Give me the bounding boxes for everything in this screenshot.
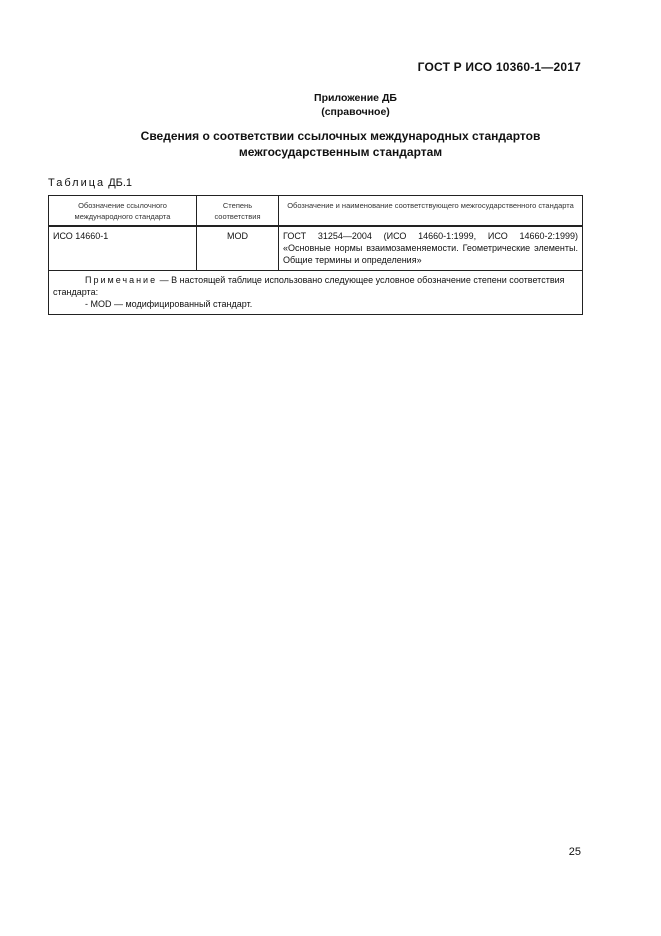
note-list-item: - MOD — модифицированный стандарт. [85,299,253,309]
cell-interstate-standard: ГОСТ 31254—2004 (ИСО 14660-1:1999, ИСО 14660-2:1999) «Основные нормы взаимозаменяемости. Геометрические элементы. Общие термины и определения» [279,226,583,271]
annex-title: Приложение ДБ [314,92,397,104]
cell-international-standard: ИСО 14660-1 [49,226,197,271]
correspondence-table [48,195,583,315]
note-text: — В настоящей таблице использовано следующее условное обозначение степени соответствия стандарта: [53,275,565,297]
annex-heading [0,91,661,119]
table-note-row [49,271,583,315]
table-caption-number: ДБ.1 [108,177,133,189]
page-number: 25 [568,846,581,858]
section-title [0,128,661,160]
table-caption [48,177,132,189]
table-header-row [49,196,583,227]
section-title-line-2: межгосударственным стандартам [238,145,443,159]
document-code: ГОСТ Р ИСО 10360-1—2017 [417,60,581,74]
column-header-degree: Степень соответствия [197,196,279,227]
table-caption-word: Таблица [48,177,106,189]
annex-subtitle: (справочное) [321,106,390,118]
note-paragraph [53,274,578,298]
column-header-international: Обозначение ссылочного международного стандарта [49,196,197,227]
table-note [49,271,583,315]
section-title-line-1: Сведения о соответствии ссылочных международных стандартов [140,129,541,143]
note-label: Примечание [85,275,158,285]
column-header-interstate: Обозначение и наименование соответствующего межгосударственного стандарта [279,196,583,227]
cell-degree: MOD [197,226,279,271]
table-row [49,226,583,271]
